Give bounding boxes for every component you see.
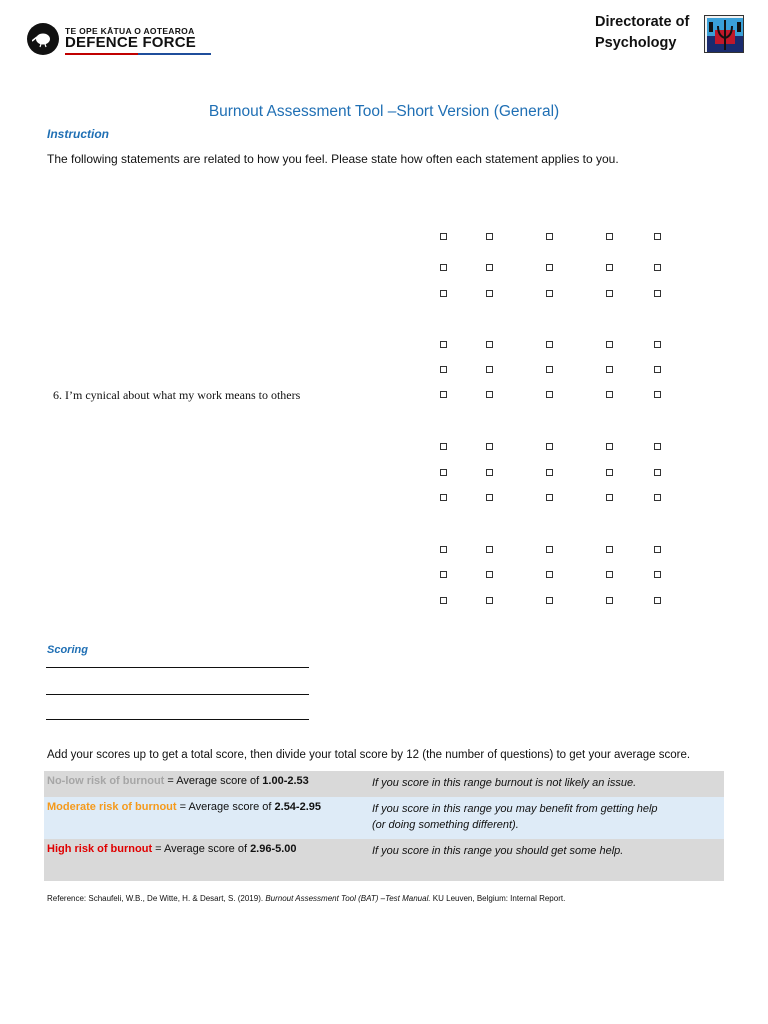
response-checkbox[interactable]	[654, 571, 661, 578]
reference-suffix: KU Leuven, Belgium: Internal Report.	[430, 894, 566, 903]
response-checkbox[interactable]	[440, 341, 447, 348]
logo-title: DEFENCE FORCE	[65, 34, 196, 51]
reference-title: Burnout Assessment Tool (BAT) –Test Manual.	[265, 894, 431, 903]
response-checkbox[interactable]	[654, 391, 661, 398]
directorate-line-2: Psychology	[595, 35, 677, 51]
risk-table	[44, 771, 724, 881]
response-checkbox[interactable]	[606, 571, 613, 578]
response-checkbox[interactable]	[486, 546, 493, 553]
response-checkbox[interactable]	[440, 391, 447, 398]
instruction-text: The following statements are related to how you feel. Please state how often each statement applies to you.	[47, 152, 619, 166]
response-checkbox[interactable]	[486, 443, 493, 450]
score-line[interactable]	[46, 667, 309, 668]
risk-row-no-low	[44, 771, 724, 797]
page-title: Burnout Assessment Tool –Short Version (General)	[208, 103, 560, 120]
response-checkbox[interactable]	[486, 233, 493, 240]
directorate-line-1: Directorate of	[595, 14, 690, 30]
risk-range: 1.00-2.53	[262, 775, 309, 787]
response-checkbox[interactable]	[654, 341, 661, 348]
risk-advice: If you score in this range burnout is not likely an issue.	[372, 777, 637, 789]
response-checkbox[interactable]	[654, 469, 661, 476]
response-checkbox[interactable]	[606, 366, 613, 373]
psychology-emblem-icon	[704, 15, 744, 53]
response-checkbox[interactable]	[606, 391, 613, 398]
response-checkbox[interactable]	[486, 597, 493, 604]
logo-rule	[65, 53, 211, 55]
risk-name: No-low risk of burnout	[47, 775, 165, 787]
response-checkbox[interactable]	[654, 264, 661, 271]
response-checkbox[interactable]	[546, 391, 553, 398]
response-checkbox[interactable]	[440, 366, 447, 373]
nzdf-logo	[27, 23, 197, 57]
response-checkbox[interactable]	[546, 546, 553, 553]
reference	[47, 894, 565, 903]
instruction-heading: Instruction	[47, 127, 109, 141]
scoring-heading: Scoring	[47, 644, 88, 656]
response-checkbox[interactable]	[546, 366, 553, 373]
response-checkbox[interactable]	[440, 571, 447, 578]
response-checkbox[interactable]	[606, 341, 613, 348]
response-checkbox[interactable]	[440, 233, 447, 240]
response-checkbox[interactable]	[440, 443, 447, 450]
response-checkbox[interactable]	[486, 571, 493, 578]
response-checkbox[interactable]	[440, 494, 447, 501]
response-checkbox[interactable]	[486, 391, 493, 398]
response-checkbox[interactable]	[606, 546, 613, 553]
logo-subtitle: TE OPE KĀTUA O AOTEAROA	[65, 26, 195, 36]
response-checkbox[interactable]	[606, 597, 613, 604]
response-checkbox[interactable]	[486, 366, 493, 373]
directorate-heading	[595, 12, 689, 54]
response-checkbox[interactable]	[606, 264, 613, 271]
response-checkbox[interactable]	[606, 233, 613, 240]
response-checkbox[interactable]	[654, 366, 661, 373]
response-checkbox[interactable]	[440, 264, 447, 271]
response-checkbox[interactable]	[546, 494, 553, 501]
response-checkbox[interactable]	[486, 341, 493, 348]
risk-mid: = Average score of	[152, 843, 251, 855]
response-checkbox[interactable]	[606, 290, 613, 297]
response-checkbox[interactable]	[546, 264, 553, 271]
response-checkbox[interactable]	[440, 546, 447, 553]
response-checkbox[interactable]	[654, 443, 661, 450]
response-checkbox[interactable]	[546, 597, 553, 604]
risk-row-moderate	[44, 797, 724, 839]
response-checkbox[interactable]	[654, 494, 661, 501]
response-checkbox[interactable]	[546, 571, 553, 578]
response-checkbox[interactable]	[606, 469, 613, 476]
score-line[interactable]	[46, 694, 309, 695]
score-line[interactable]	[46, 719, 309, 720]
response-checkbox[interactable]	[606, 443, 613, 450]
risk-row-high	[44, 839, 724, 881]
response-checkbox[interactable]	[654, 546, 661, 553]
response-checkbox[interactable]	[486, 494, 493, 501]
risk-advice: If you score in this range you should get some help.	[372, 845, 624, 857]
question-6-label: 6. I’m cynical about what my work means to others	[53, 388, 301, 402]
response-checkbox[interactable]	[440, 290, 447, 297]
reference-prefix: Reference: Schaufeli, W.B., De Witte, H. & Desart, S. (2019).	[47, 894, 266, 903]
response-checkbox[interactable]	[546, 469, 553, 476]
response-checkbox[interactable]	[654, 290, 661, 297]
response-checkbox[interactable]	[486, 469, 493, 476]
response-checkbox[interactable]	[546, 233, 553, 240]
risk-mid: = Average score of	[176, 801, 275, 813]
response-checkbox[interactable]	[440, 469, 447, 476]
risk-name: Moderate risk of burnout	[47, 801, 177, 813]
risk-range: 2.96-5.00	[250, 843, 297, 855]
risk-advice: If you score in this range you may benefit from getting help	[372, 803, 658, 815]
response-checkbox[interactable]	[654, 597, 661, 604]
risk-range: 2.54-2.95	[274, 801, 321, 813]
risk-mid: = Average score of	[164, 775, 263, 787]
response-checkbox[interactable]	[486, 264, 493, 271]
response-checkbox[interactable]	[440, 597, 447, 604]
response-checkbox[interactable]	[546, 341, 553, 348]
response-checkbox[interactable]	[546, 290, 553, 297]
response-checkbox[interactable]	[654, 233, 661, 240]
response-checkbox[interactable]	[606, 494, 613, 501]
kiwi-icon	[27, 23, 59, 55]
risk-advice-continued: (or doing something different).	[372, 819, 519, 831]
risk-name: High risk of burnout	[47, 843, 153, 855]
scoring-instructions: Add your scores up to get a total score, then divide your total score by 12 (the number of questions) to get your average score.	[47, 749, 691, 761]
response-checkbox[interactable]	[546, 443, 553, 450]
response-checkbox[interactable]	[486, 290, 493, 297]
